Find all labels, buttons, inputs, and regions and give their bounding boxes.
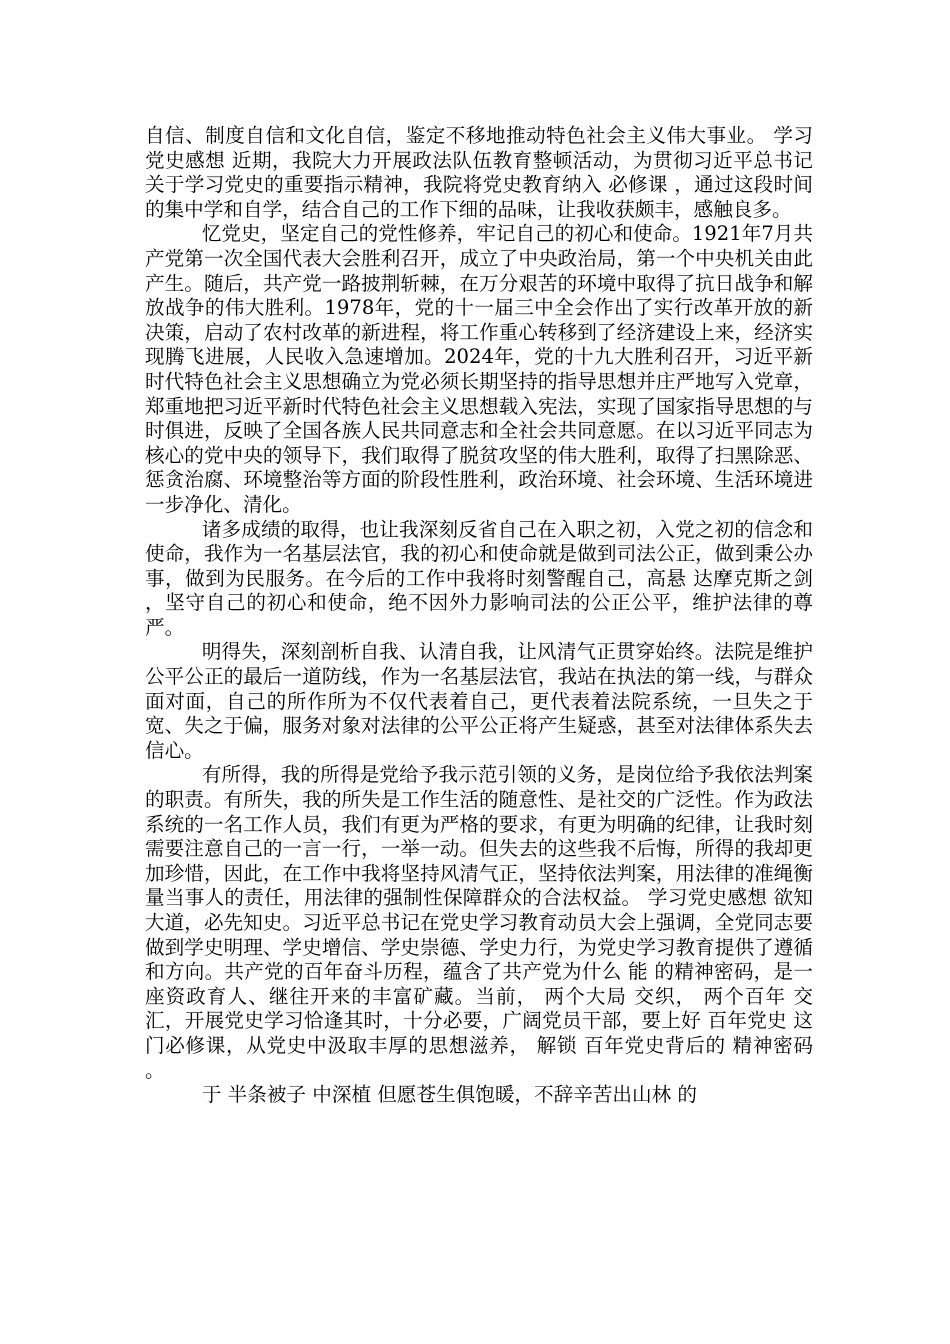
paragraph-1: 自信、制度自信和文化自信，鉴定不移地推动特色社会主义伟大事业。 学习党史感想 近期，我院大力开展政法队伍教育整顿活动，为贯彻习近平总书记关于学习党史的重要指示精神，我院将党史教育纳入 必修课 ，通过这段时间的集中学和自学，结合自己的工作下细的品味，让我收获颇丰，感触良多。	[145, 124, 813, 221]
paragraph-6: 于 半条被子 中深植 但愿苍生俱饱暖，不辞辛苦出山林 的	[201, 1083, 697, 1107]
paragraph-3: 诸多成绩的取得，也让我深刻反省自己在入职之初，入党之初的信念和使命，我作为一名基层法官，我的初心和使命就是做到司法公正，做到秉公办事，做到为民服务。在今后的工作中我将时刻警醒自己，高悬 达摩克斯之剑 ，坚守自己的初心和使命，绝不因外力影响司法的公正公平，维护法律的尊严。	[145, 517, 813, 639]
paragraph-5: 有所得，我的所得是党给予我示范引领的义务，是岗位给予我依法判案的职责。有所失，我的所失是工作生活的随意性、是社交的广泛性。作为政法系统的一名工作人员，我们有更为严格的要求，有更为明确的纪律，让我时刻需要注意自己的一言一行，一举一动。但失去的这些我不后悔，所得的我却更加珍惜，因此，在工作中我将坚持风清气正，坚持依法判案，用法律的准绳衡量当事人的责任，用法律的强制性保障群众的合法权益。 学习党史感想 欲知大道，必先知史。习近平总书记在党史学习教育动员大会上强调，全党同志要做到学史明理、学史增信、学史崇德、学史力行，为党史学习教育提供了遵循和方向。共产党的百年奋斗历程，蕴含了共产党为什么 能 的精神密码，是一座资政育人、继往开来的丰富矿藏。当前， 两个大局 交织， 两个百年 交汇，开展党史学习恰逢其时，十分必要，广阔党员干部，要上好 百年党史 这门必修课，从党史中汲取丰厚的思想滋养， 解锁 百年党史背后的 精神密码 。	[145, 763, 813, 1082]
paragraph-2: 忆党史，坚定自己的党性修养，牢记自己的初心和使命。1921年7月共产党第一次全国代表大会胜利召开，成立了中央政治局，第一个中央机关由此产生。随后，共产党一路披荆斩棘，在万分艰苦的环境中取得了抗日战争和解放战争的伟大胜利。1978年，党的十一届三中全会作出了实行改革开放的新决策，启动了农村改革的新进程，将工作重心转移到了经济建设上来，经济实现腾飞进展，人民收入急速增加。2024年，党的十九大胜利召开，习近平新时代特色社会主义思想确立为党必须长期坚持的指导思想并庄严地写入党章，郑重地把习近平新时代特色社会主义思想载入宪法，实现了国家指导思想的与时俱进，反映了全国各族人民共同意志和全社会共同意愿。在以习近平同志为核心的党中央的领导下，我们取得了脱贫攻坚的伟大胜利，取得了扫黑除恶、惩贪治腐、环境整治等方面的阶段性胜利，政治环境、社会环境、生活环境进一步净化、清化。	[145, 222, 813, 516]
paragraph-4: 明得失，深刻剖析自我、认清自我，让风清气正贯穿始终。法院是维护公平公正的最后一道防线，作为一名基层法官，我站在执法的第一线，与群众面对面，自己的所作所为不仅代表着自己，更代表着法院系统，一旦失之于宽、失之于偏，服务对象对法律的公平公正将产生疑惑，甚至对法律体系失去信心。	[145, 640, 813, 762]
document-page	[145, 124, 813, 1108]
